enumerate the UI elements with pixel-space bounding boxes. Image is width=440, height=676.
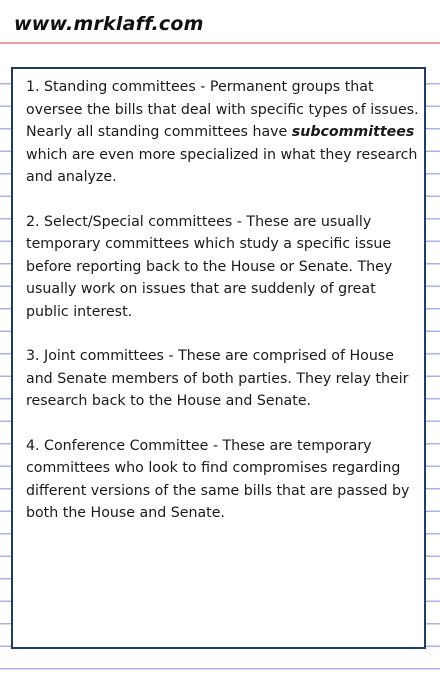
site-url: www.mrklaff.com	[14, 13, 204, 35]
paragraph-standing-committees	[26, 76, 420, 189]
paragraph-text-start: 1. Standing committees - Permanent groups that oversee the bills that deal with specific types of issues. Nearly all standing committees have	[26, 79, 419, 140]
emphasis-subcommittees: subcommittees	[291, 124, 415, 140]
paragraph-conference-committee: 4. Conference Committee - These are temporary committees who look to find compromises regarding different versions of the same bills that are passed by both the House and Senate.	[26, 437, 410, 521]
header-gap	[0, 44, 440, 62]
page-header	[0, 0, 440, 44]
committees-text-box	[11, 67, 426, 649]
paragraph-text-end: which are even more specialized in what they research and analyze.	[26, 146, 418, 185]
paragraph-select-committees: 2. Select/Special committees - These are usually temporary committees which study a specific issue before reporting back to the House or Senate. They usually work on issues that are suddenly of great public interest.	[26, 213, 393, 320]
paragraph-joint-committees: 3. Joint committees - These are comprised of House and Senate members of both parties. They relay their research back to the House and Senate.	[26, 348, 409, 409]
